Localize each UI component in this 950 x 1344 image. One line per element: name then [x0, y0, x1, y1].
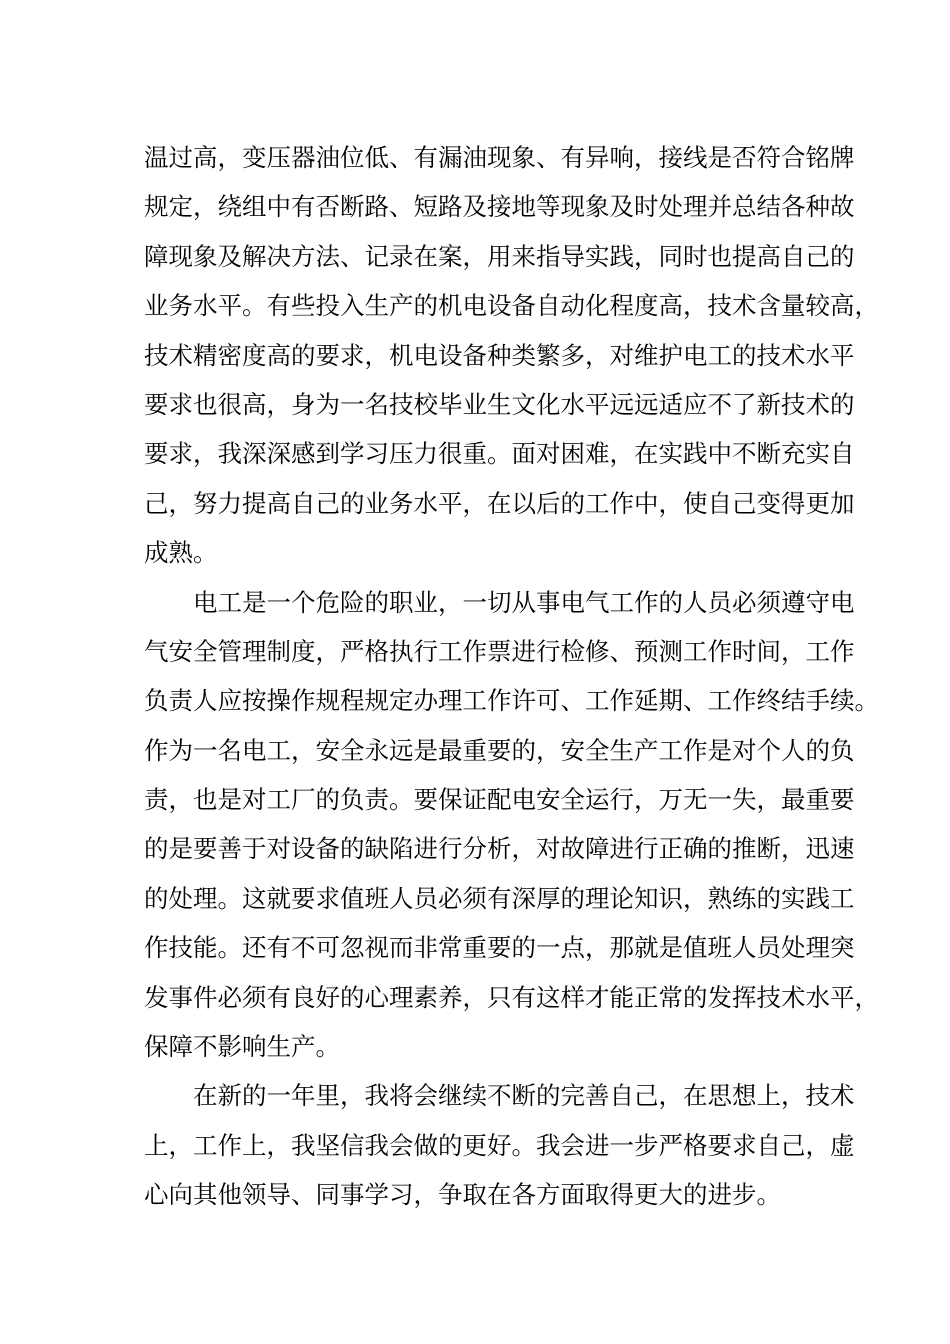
paragraph-1 — [144, 133, 879, 578]
text-line: 电工是一个危险的职业，一切从事电气工作的人员必须遵守电 — [193, 587, 855, 617]
text-line: 责，也是对工厂的负责。要保证配电安全运行，万无一失，最重要 — [144, 785, 855, 815]
paragraph-3 — [144, 1071, 855, 1219]
text-line: 障现象及解决方法、记录在案，用来指导实践，同时也提高自己的 — [144, 241, 855, 271]
text-line: 要求也很高，身为一名技校毕业生文化水平远远适应不了新技术的 — [144, 389, 855, 419]
text-line: 在新的一年里，我将会继续不断的完善自己，在思想上，技术 — [193, 1081, 855, 1111]
document-body — [144, 133, 879, 1220]
text-line: 温过高，变压器油位低、有漏油现象、有异响，接线是否符合铭牌 — [144, 143, 855, 172]
text-line: 的是要善于对设备的缺陷进行分析，对故障进行正确的推断，迅速 — [144, 834, 855, 864]
text-line: 作技能。还有不可忽视而非常重要的一点，那就是值班人员处理突 — [144, 933, 855, 963]
text-line: 己，努力提高自己的业务水平，在以后的工作中，使自己变得更加 — [144, 488, 855, 518]
text-line: 气安全管理制度，严格执行工作票进行检修、预测工作时间，工作 — [144, 636, 855, 666]
text-line: 规定，绕组中有否断路、短路及接地等现象及时处理并总结各种故 — [144, 192, 855, 222]
text-line: 技术精密度高的要求，机电设备种类繁多，对维护电工的技术水平 — [144, 340, 855, 370]
text-line: 的处理。这就要求值班人员必须有深厚的理论知识，熟练的实践工 — [144, 883, 855, 913]
text-line: 业务水平。有些投入生产的机电设备自动化程度高，技术含量较高， — [144, 291, 879, 321]
text-line: 要求，我深深感到学习压力很重。面对困难，在实践中不断充实自 — [144, 439, 855, 469]
text-line: 上，工作上，我坚信我会做的更好。我会进一步严格要求自己，虚 — [144, 1130, 855, 1160]
text-line: 负责人应按操作规程规定办理工作许可、工作延期、工作终结手续。 — [144, 686, 879, 716]
text-line: 心向其他领导、同事学习，争取在各方面取得更大的进步。 — [144, 1180, 781, 1210]
text-line: 成熟。 — [144, 538, 218, 568]
text-line: 保障不影响生产。 — [144, 1032, 340, 1062]
paragraph-2 — [144, 578, 879, 1072]
text-line: 发事件必须有良好的心理素养，只有这样才能正常的发挥技术水平， — [144, 982, 879, 1012]
text-line: 作为一名电工，安全永远是最重要的，安全生产工作是对个人的负 — [144, 735, 855, 765]
